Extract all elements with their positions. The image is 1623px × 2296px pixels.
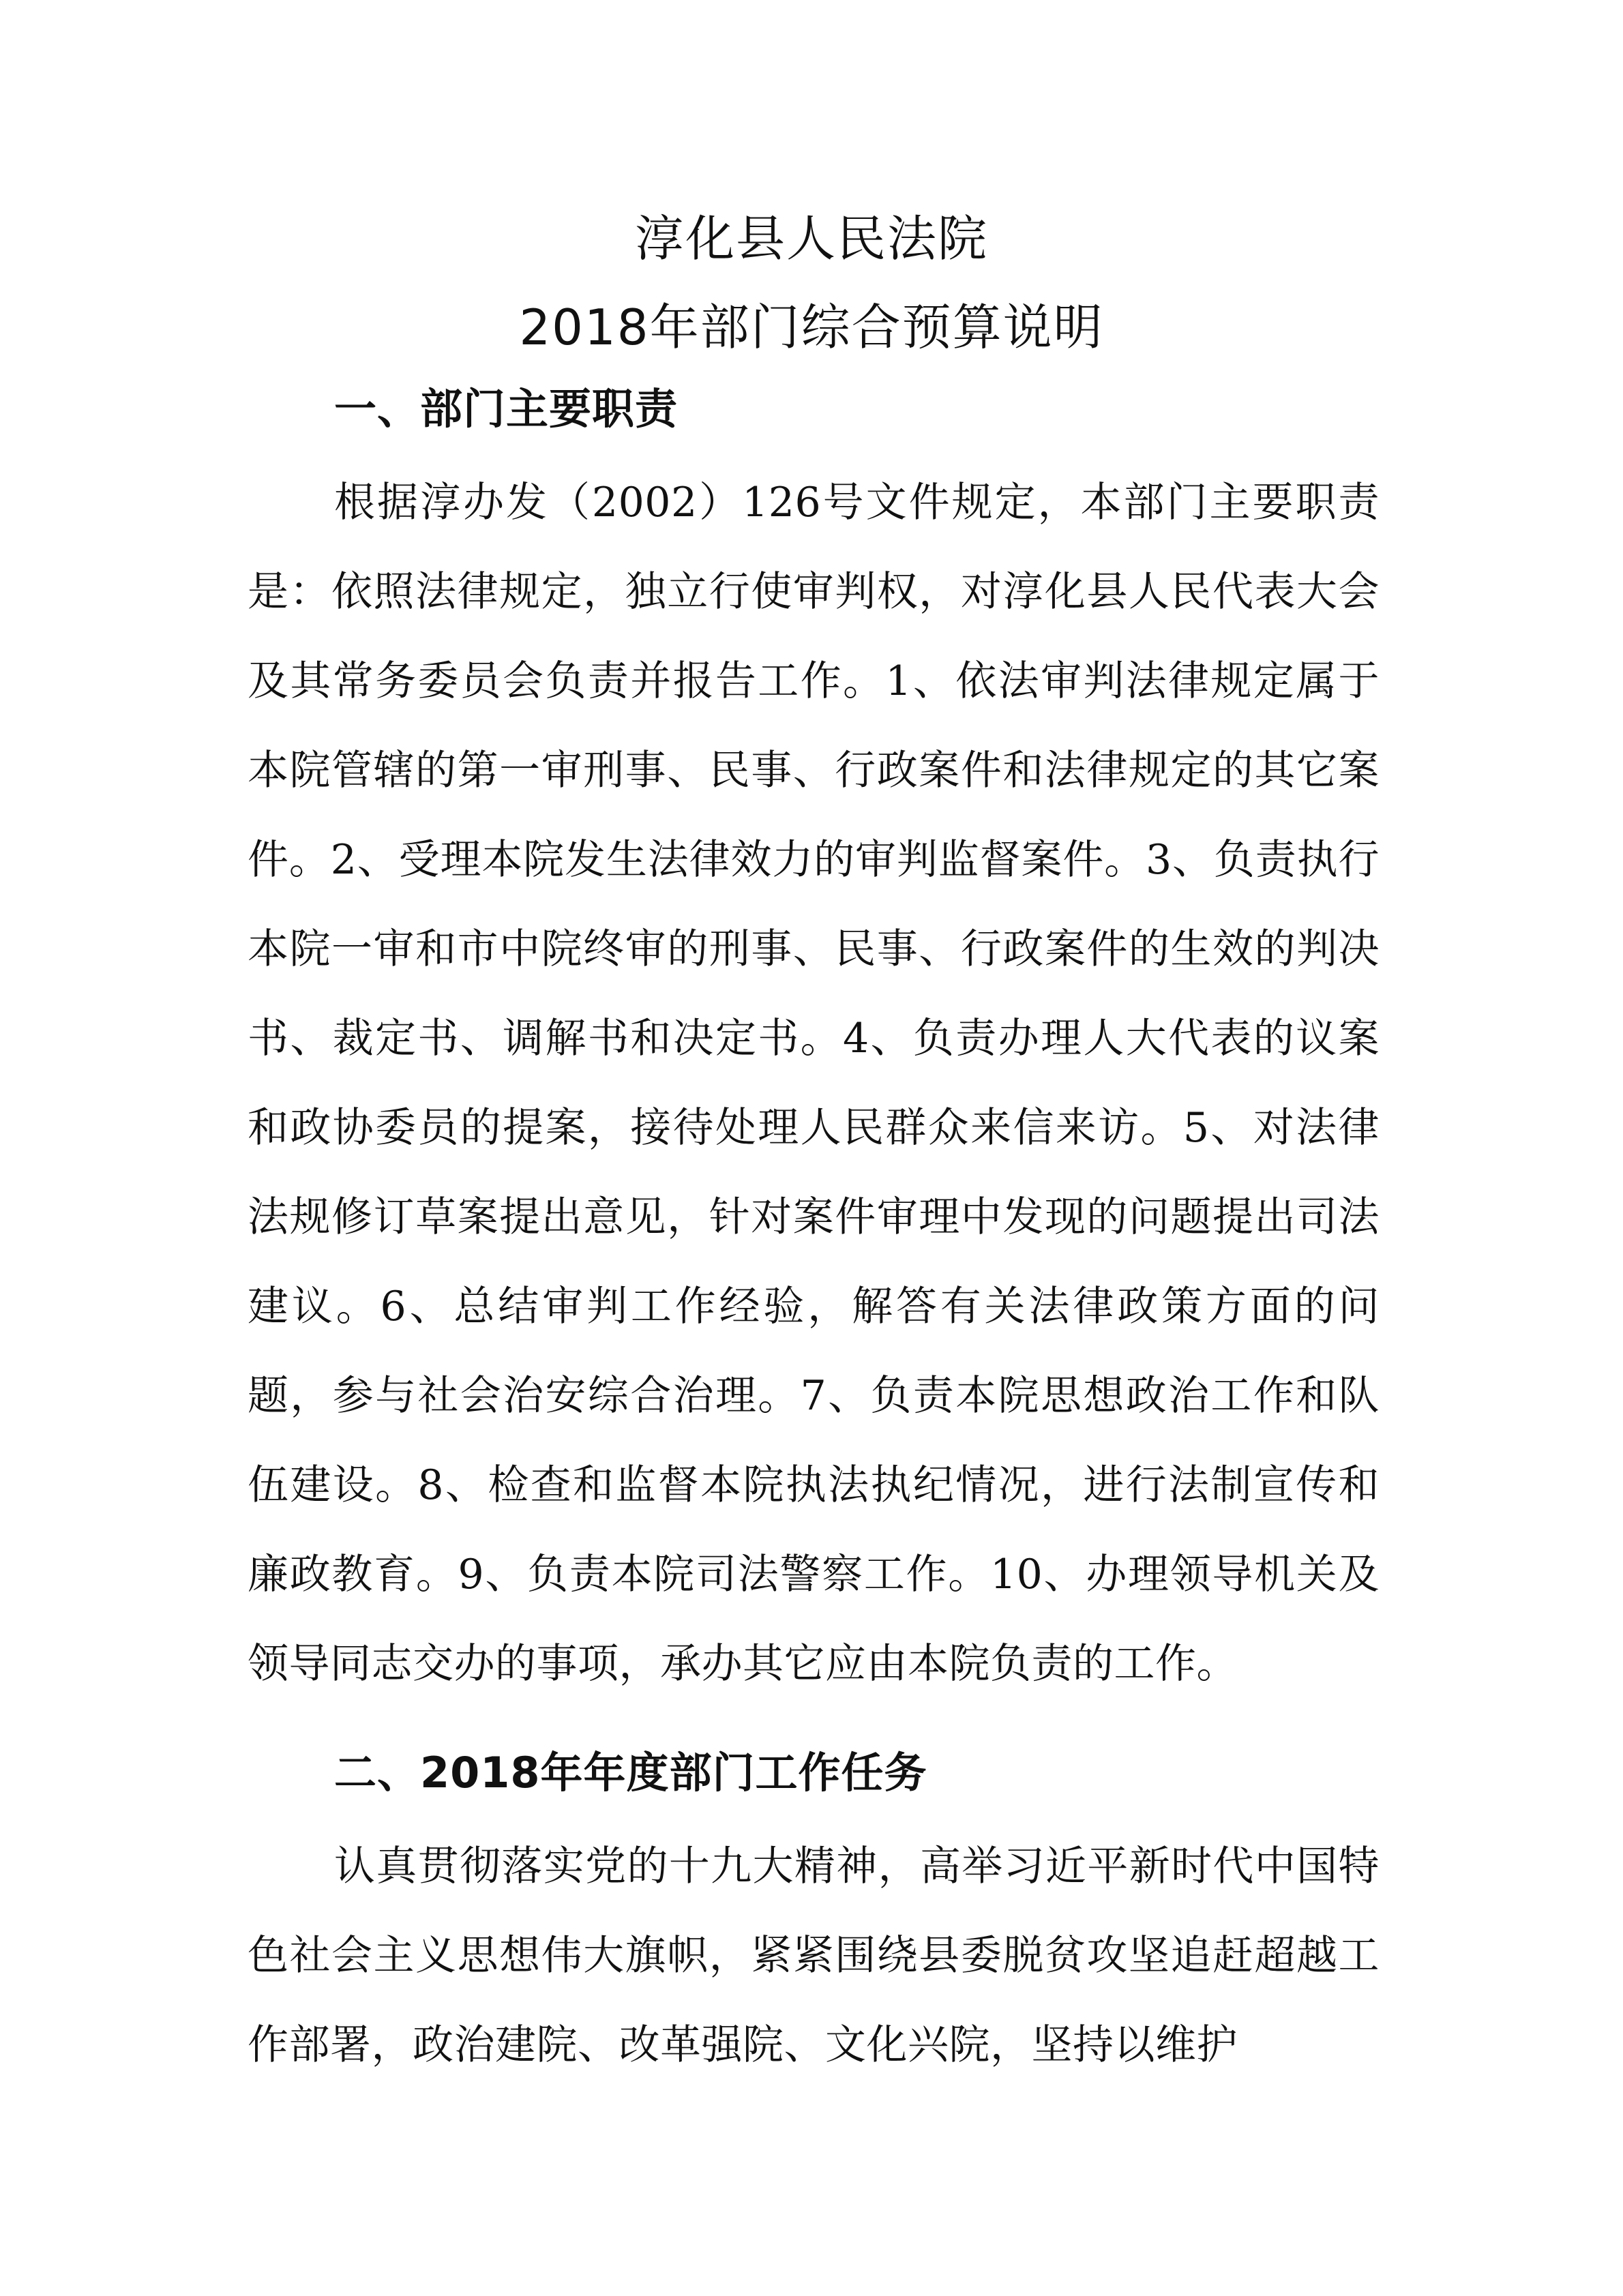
document-title-subject: 2018年部门综合预算说明 [519, 299, 1104, 356]
section-paragraph-responsibilities: 根据淳办发（2002）126号文件规定，本部门主要职责是：依照法律规定，独立行使审判权，对淳化县人民代表大会及其常务委员会负责并报告工作。1、依法审判法律规定属于本院管辖的第一审刑事、民事、行政案件和法律规定的其它案件。2、受理本院发生法律效力的审判监督案件。3、负责执行本院一审和市中院终审的刑事、民事、行政案件的生效的判决书、裁定书、调解书和决定书。4、负责办理人大代表的议案和政协委员的提案，接待处理人民群众来信来访。5、对法律法规修订草案提出意见，针对案件审理中发现的问题提出司法建议。6、总结审判工作经验，解答有关法律政策方面的问题，参与社会治安综合治理。7、负责本院思想政治工作和队伍建设。8、检查和监督本院执法执纪情况，进行法制宣传和廉政教育。9、负责本院司法警察工作。10、办理领导机关及领导同志交办的事项，承办其它应由本院负责的工作。 [248, 479, 1380, 1688]
section-heading-tasks: 二、2018年年度部门工作任务 [334, 1748, 927, 1798]
section-heading-responsibilities: 一、部门主要职责 [334, 384, 679, 434]
section-paragraph-tasks: 认真贯彻落实党的十九大精神，高举习近平新时代中国特色社会主义思想伟大旗帜，紧紧围绕县委脱贫攻坚追赶超越工作部署，政治建院、改革强院、文化兴院，坚持以维护 [248, 1843, 1380, 2069]
document-title-org: 淳化县人民法院 [634, 210, 988, 267]
